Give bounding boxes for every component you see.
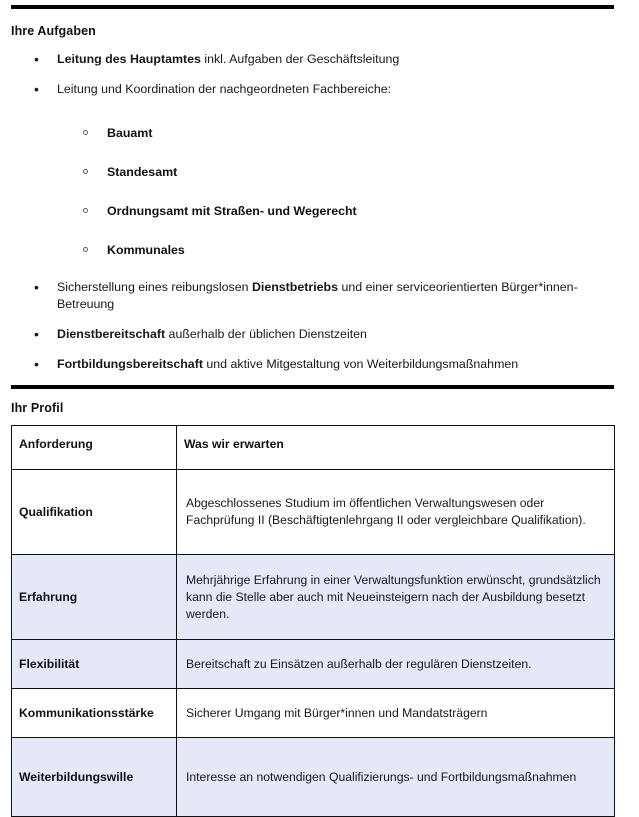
task-item-post-text: und aktive Mitgestaltung von Weiterbildungsmaßnahmen: [202, 357, 519, 371]
task-item-post-text: und einer serviceorientierten Bürger*innen-Betreuung: [57, 280, 578, 311]
table-header-row: [12, 426, 615, 470]
task-item-bold-term: Fortbildungsbereitschaft: [57, 357, 203, 371]
sub-list-item-label: Kommunales: [107, 243, 185, 257]
table-row: [12, 470, 615, 555]
table-column-header-requirement: Anforderung: [12, 426, 177, 470]
task-item-text: inkl. Aufgaben der Geschäftsleitung: [200, 52, 400, 66]
task-list-item: [0, 326, 639, 343]
task-list-item: [0, 51, 639, 68]
sub-list-item-label: Bauamt: [107, 126, 153, 140]
tasks-sub-bullet-list: [0, 125, 639, 259]
table-cell-requirement: Flexibilität: [12, 640, 177, 689]
sub-list-item: [0, 242, 639, 259]
sub-list-item-label: Standesamt: [107, 165, 178, 179]
section-heading-profile: Ihr Profil: [11, 401, 64, 415]
tasks-bullet-list-continued: [0, 279, 639, 373]
document-page: [0, 5, 639, 785]
table-cell-requirement: Kommunikationsstärke: [12, 689, 177, 738]
table-cell-expectation: Mehrjährige Erfahrung in einer Verwaltungsfunktion erwünscht, grundsätzlich kann die Stelle aber auch mit Neueinsteigern nach der Ausbildung besetzt werden.: [177, 555, 615, 640]
table-cell-expectation: Bereitschaft zu Einsätzen außerhalb der regulären Dienstzeiten.: [177, 640, 615, 689]
sub-list-item-label: Ordnungsamt mit Straßen- und Wegerecht: [107, 204, 357, 218]
profile-requirements-table: [11, 425, 615, 817]
task-item-text: Leitung und Koordination der nachgeordneten Fachbereiche:: [57, 82, 392, 96]
task-item-bold-term: Dienstbetriebs: [251, 280, 339, 294]
task-item-pre-text: Sicherstellung eines reibungslosen: [57, 280, 252, 294]
top-divider-rule: [11, 5, 614, 9]
task-list-item: [0, 279, 639, 313]
task-item-post-text: außerhalb der üblichen Dienstzeiten: [165, 327, 367, 341]
table-cell-requirement: Weiterbildungswille: [12, 738, 177, 817]
sub-list-item: [0, 203, 639, 220]
sub-list-item: [0, 164, 639, 181]
task-item-bold-term: Dienstbereitschaft: [57, 327, 166, 341]
table-cell-expectation: Abgeschlossenes Studium im öffentlichen Verwaltungswesen oder Fachprüfung II (Beschäftigtenlehrgang II oder vergleichbare Qualifikation).: [177, 470, 615, 555]
table-row: [12, 555, 615, 640]
table-row: [12, 640, 615, 689]
table-cell-expectation: Sicherer Umgang mit Bürger*innen und Mandatsträgern: [177, 689, 615, 738]
section-heading-tasks: Ihre Aufgaben: [11, 24, 96, 38]
task-list-item: [0, 356, 639, 373]
table-column-header-expectation: Was wir erwarten: [177, 426, 615, 470]
task-item-bold-lead: Leitung des Hauptamtes: [57, 52, 201, 66]
table-cell-requirement: Erfahrung: [12, 555, 177, 640]
table-cell-requirement: Qualifikation: [12, 470, 177, 555]
table-cell-expectation: Interesse an notwendigen Qualifizierungs- und Fortbildungsmaßnahmen: [177, 738, 615, 817]
table-row: [12, 689, 615, 738]
table-row: [12, 738, 615, 817]
task-list-item: [0, 81, 639, 98]
sub-list-item: [0, 125, 639, 142]
section-divider-rule: [11, 385, 614, 389]
tasks-bullet-list: [0, 51, 639, 98]
